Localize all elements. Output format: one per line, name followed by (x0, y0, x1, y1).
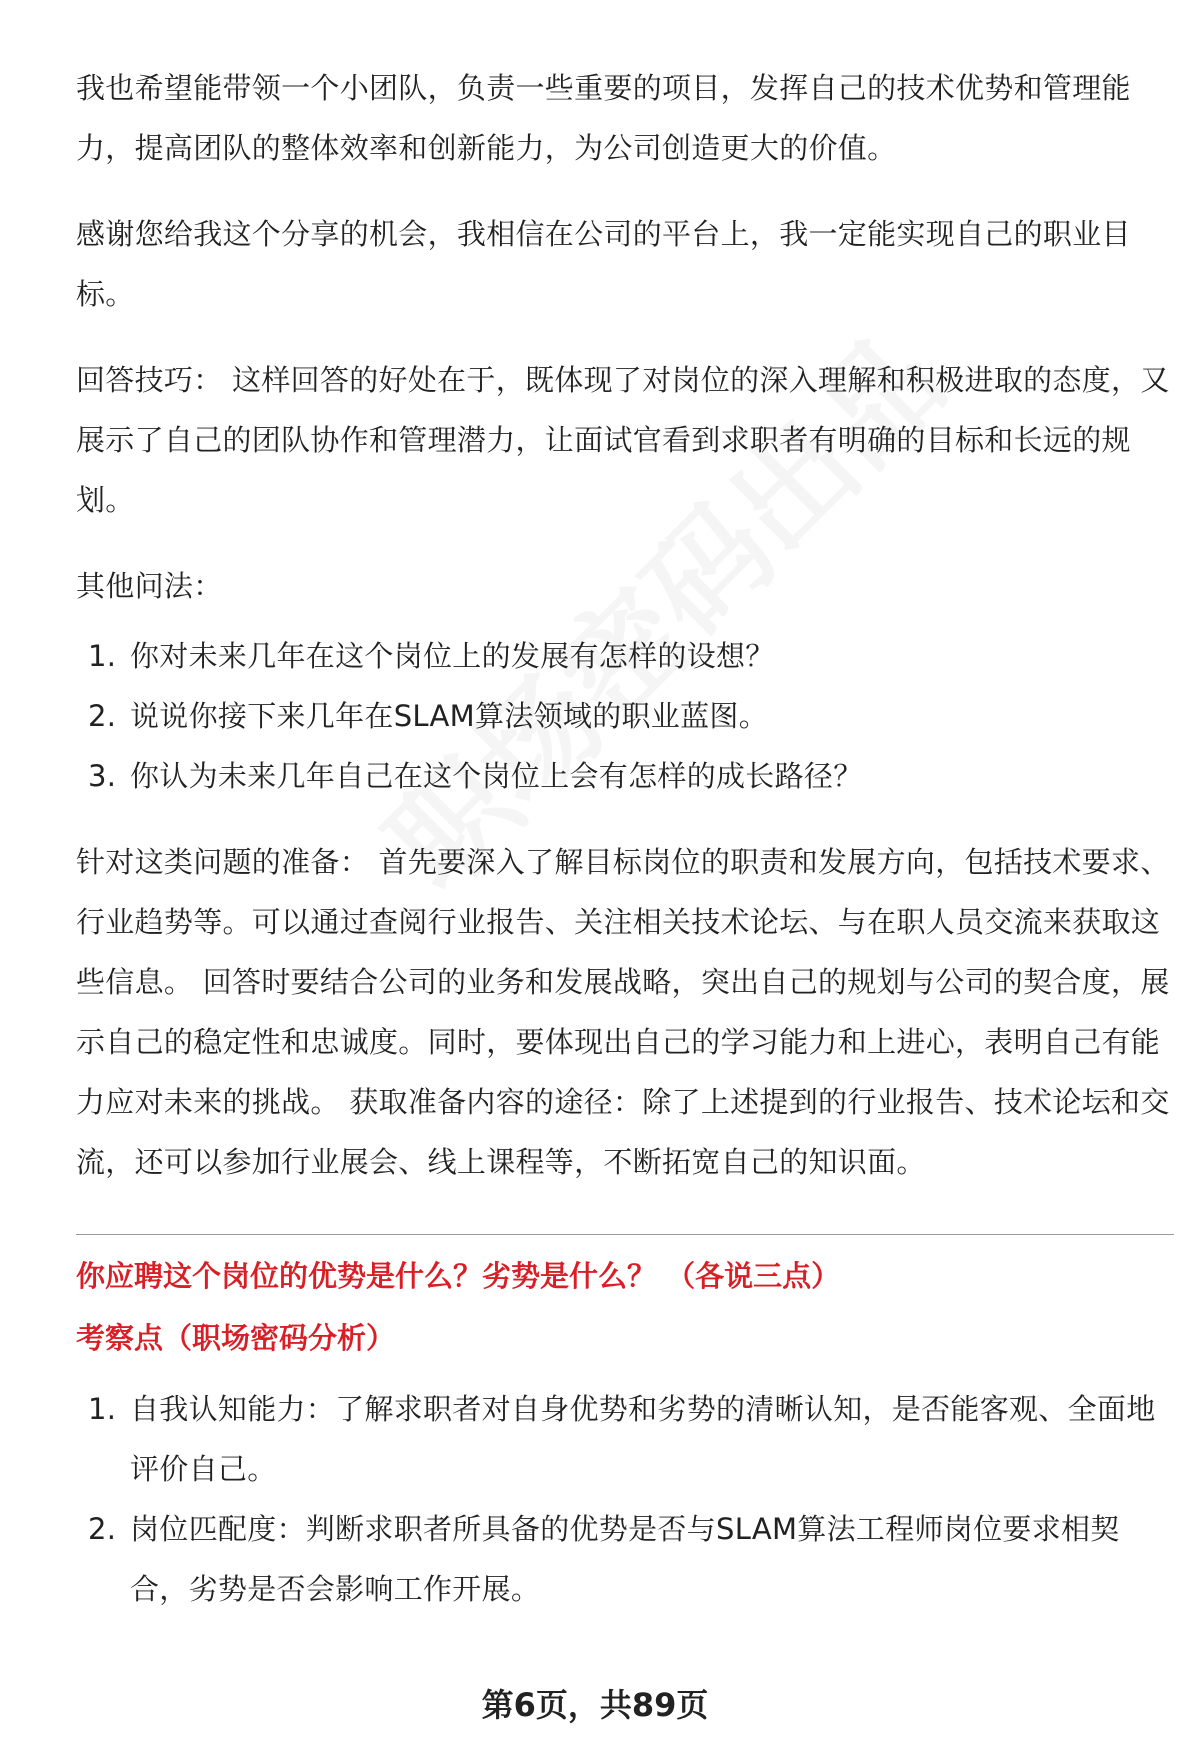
list-item (76, 686, 1174, 746)
paragraph-other-questions-label: 其他问法： (76, 569, 223, 603)
paragraph-answer-tips: 回答技巧： 这样回答的好处在于，既体现了对岗位的深入理解和积极进取的态度，又展示了自己的团队协作和管理潜力，让面试官看到求职者有明确的目标和长远的规划。 (76, 363, 1170, 517)
list-text: 你对未来几年在这个岗位上的发展有怎样的设想？ (130, 639, 775, 673)
question-heading: 你应聘这个岗位的优势是什么？劣势是什么？ （各说三点） (76, 1259, 841, 1293)
analysis-points-list (76, 1379, 1174, 1619)
list-text: 你认为未来几年自己在这个岗位上会有怎样的成长路径？ (130, 759, 863, 793)
list-item (76, 626, 1174, 686)
list-number: 2. (88, 1512, 117, 1546)
paragraph-preparation: 针对这类问题的准备： 首先要深入了解目标岗位的职责和发展方向，包括技术要求、行业趋势等。可以通过查阅行业报告、关注相关技术论坛、与在职人员交流来获取这些信息。 回答时要结合公司的业务和发展战略，突出自己的规划与公司的契合度，展示自己的稳定性和忠诚度。同时，要体现出自己的学习能力和上进心，表明自己有能力应对未来的挑战。 获取准备内容的途径：除了上述提到的行业报告、技术论坛和交流，还可以参加行业展会、线上课程等，不断拓宽自己的知识面。 (76, 845, 1170, 1179)
section-divider (76, 1234, 1174, 1235)
other-questions-list (76, 626, 1174, 806)
list-number: 1. (88, 1392, 117, 1426)
list-number: 2. (88, 699, 117, 733)
list-text: 岗位匹配度：判断求职者所具备的优势是否与SLAM算法工程师岗位要求相契合，劣势是否会影响工作开展。 (130, 1512, 1120, 1606)
paragraph-thanks: 感谢您给我这个分享的机会，我相信在公司的平台上，我一定能实现自己的职业目标。 (76, 217, 1131, 311)
list-item (76, 1499, 1174, 1619)
document-body (76, 58, 1174, 1645)
page-number: 第6页，共89页 (481, 1686, 709, 1724)
list-text: 自我认知能力：了解求职者对自身优势和劣势的清晰认知，是否能客观、全面地评价自己。 (130, 1392, 1156, 1486)
list-item (76, 746, 1174, 806)
list-number: 1. (88, 639, 117, 673)
analysis-subtitle: 考察点（职场密码分析） (76, 1321, 396, 1355)
paragraph-team-lead: 我也希望能带领一个小团队，负责一些重要的项目，发挥自己的技术优势和管理能力，提高团队的整体效率和创新能力，为公司创造更大的价值。 (76, 71, 1131, 165)
list-item (76, 1379, 1174, 1499)
list-text: 说说你接下来几年在SLAM算法领域的职业蓝图。 (130, 699, 768, 733)
list-number: 3. (88, 759, 117, 793)
